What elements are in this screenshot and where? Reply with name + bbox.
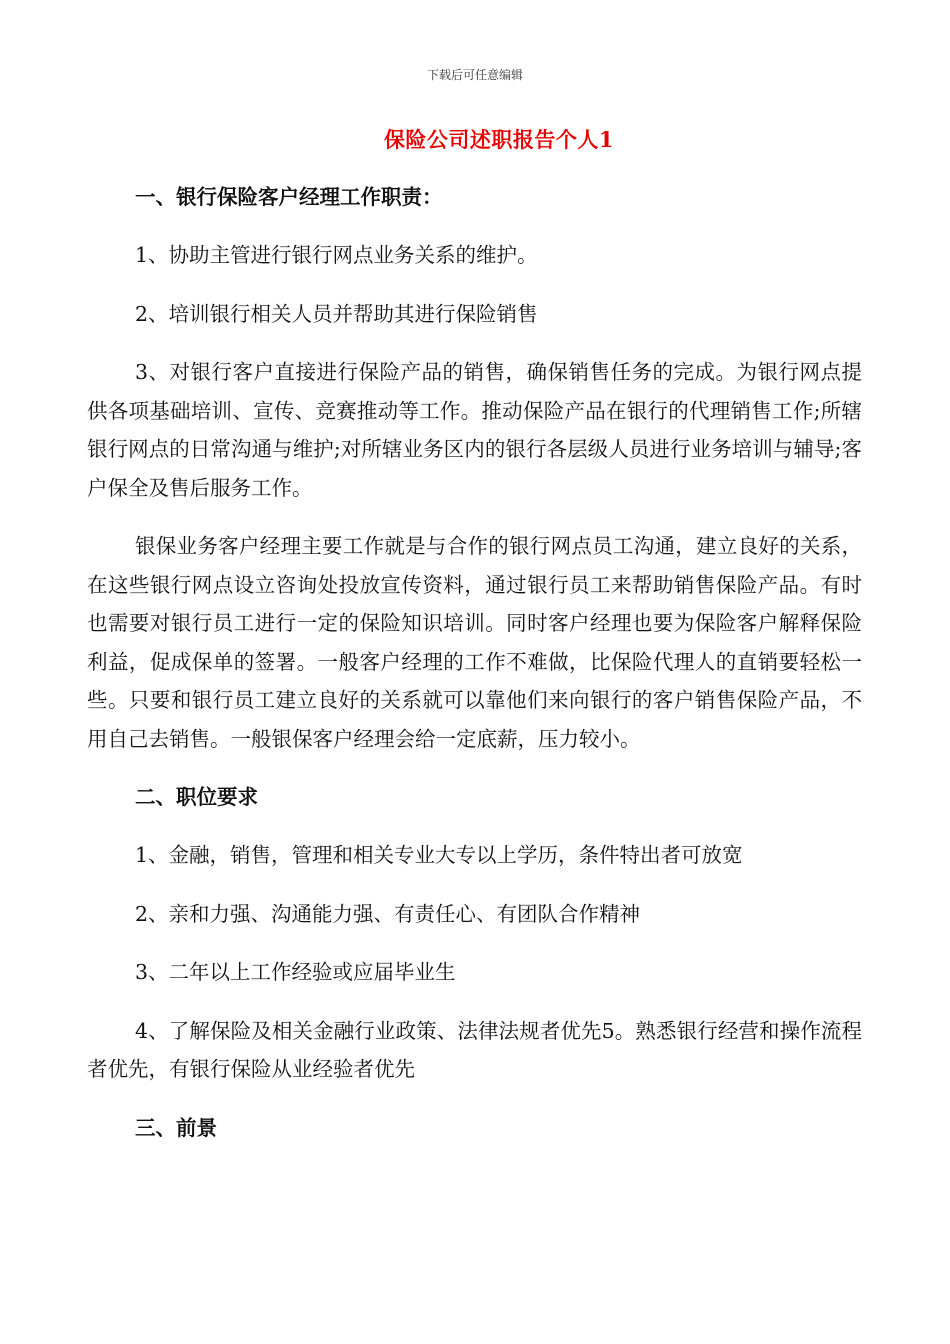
paragraph: 3、对银行客户直接进行保险产品的销售，确保销售任务的完成。为银行网点提供各项基础培训、宣传、竞赛推动等工作。推动保险产品在银行的代理销售工作;所辖银行网点的日常沟通与维护;对所辖业务区内的银行各层级人员进行业务培训与辅导;客户保全及售后服务工作。 (87, 360, 862, 500)
paragraph: 4、了解保险及相关金融行业政策、法律法规者优先5。熟悉银行经营和操作流程者优先，有银行保险从业经验者优先 (87, 1018, 862, 1081)
section-heading-1: 一、银行保险客户经理工作职责： (135, 185, 443, 209)
paragraph: 3、二年以上工作经验或应届毕业生 (135, 960, 456, 984)
paragraph: 银保业务客户经理主要工作就是与合作的银行网点员工沟通，建立良好的关系，在这些银行网点设立咨询处投放宣传资料，通过银行员工来帮助销售保险产品。有时也需要对银行员工进行一定的保险知识培训。同时客户经理也要为保险客户解释保险利益，促成保单的签署。一般客户经理的工作不难做，比保险代理人的直销要轻松一些。只要和银行员工建立良好的关系就可以靠他们来向银行的客户销售保险产品，不用自己去销售。一般银保客户经理会给一定底薪，压力较小。 (87, 534, 862, 751)
paragraph: 1、协助主管进行银行网点业务关系的维护。 (135, 243, 538, 267)
header-note: 下载后可任意编辑 (426, 68, 523, 82)
section-heading-3: 三、前景 (135, 1115, 217, 1140)
document-body (87, 178, 862, 1147)
paragraph: 2、亲和力强、沟通能力强、有责任心、有团队合作精神 (135, 901, 641, 926)
paragraph: 2、培训银行相关人员并帮助其进行保险销售 (135, 301, 538, 326)
paragraph: 1、金融，销售，管理和相关专业大专以上学历，条件特出者可放宽 (135, 843, 743, 867)
document-title: 保险公司述职报告个人1 (383, 127, 615, 152)
section-heading-2: 二、职位要求 (135, 785, 258, 809)
